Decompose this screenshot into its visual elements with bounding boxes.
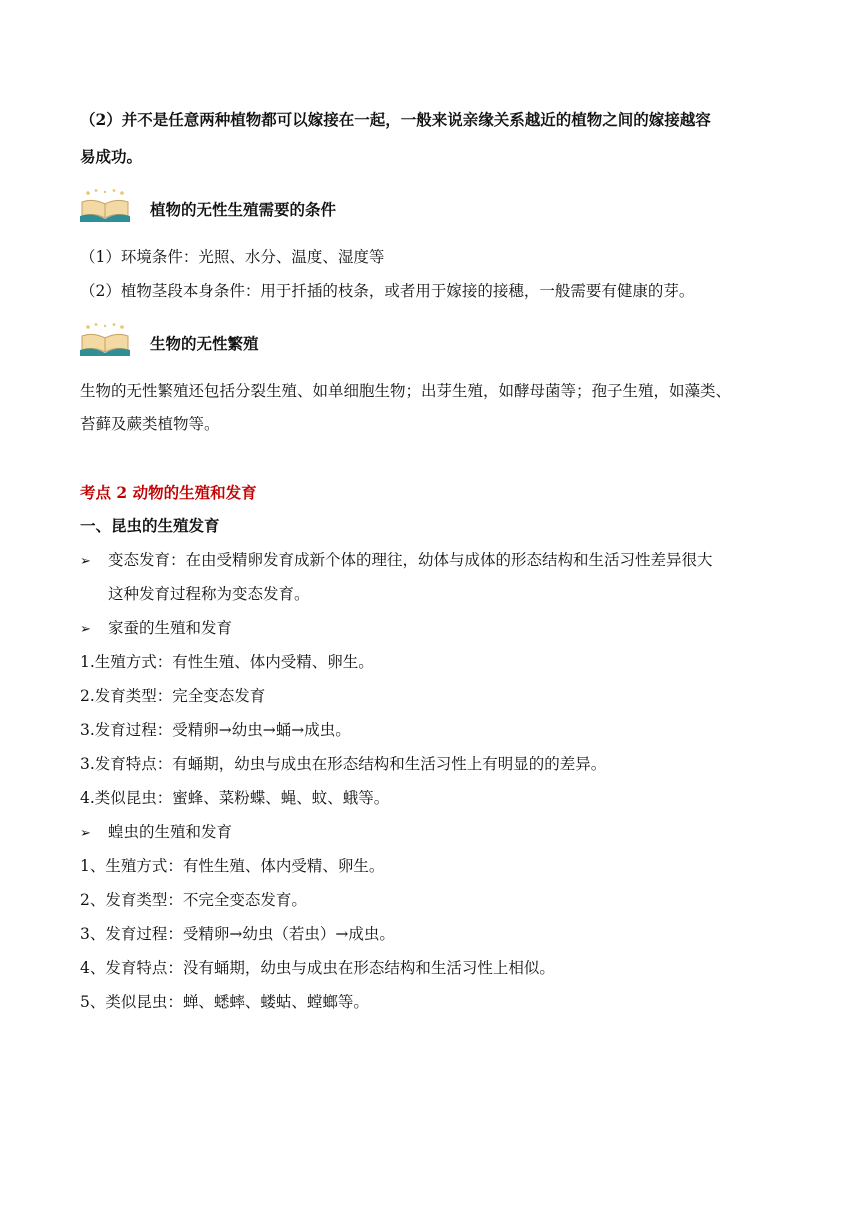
arrow-bullet-icon: ➢ — [80, 622, 91, 637]
metamorphosis-line2: 这种发育过程称为变态发育。 — [108, 585, 310, 603]
open-book-icon — [80, 188, 130, 224]
silkworm-item: 4.类似昆虫：蜜蜂、菜粉蝶、蝇、蚊、蛾等。 — [80, 789, 390, 807]
topic2-heading: 考点 2 动物的生殖和发育 — [80, 483, 257, 502]
asexual-line1: 生物的无性繁殖还包括分裂生殖、如单细胞生物；出芽生殖，如酵母菌等；孢子生殖，如藻类、 — [80, 382, 732, 400]
locust-item: 5、类似昆虫：蝉、蟋蟀、蝼蛄、螳螂等。 — [80, 993, 369, 1011]
conditions-item-1: （1）环境条件：光照、水分、温度、湿度等 — [80, 248, 385, 266]
locust-item: 4、发育特点：没有蛹期，幼虫与成虫在形态结构和生活习性上相似。 — [80, 959, 555, 977]
asexual-title: 生物的无性繁殖 — [150, 334, 259, 353]
silkworm-item: 3.发育过程：受精卵→幼虫→蛹→成虫。 — [80, 721, 351, 739]
arrow-bullet-icon: ➢ — [80, 826, 91, 841]
insect-subheading: 一、昆虫的生殖发育 — [80, 516, 220, 535]
conditions-item-2: （2）植物茎段本身条件：用于扦插的枝条，或者用于嫁接的接穗，一般需要有健康的芽。 — [80, 282, 695, 300]
metamorphosis-line1: 变态发育：在由受精卵发育成新个体的理往，幼体与成体的形态结构和生活习性差异很大 — [108, 551, 713, 569]
locust-item: 3、发育过程：受精卵→幼虫（若虫）→成虫。 — [80, 925, 395, 943]
silkworm-item: 3.发育特点：有蛹期，幼虫与成虫在形态结构和生活习性上有明显的的差异。 — [80, 755, 607, 773]
locust-title: 蝗虫的生殖和发育 — [108, 823, 233, 841]
graft-note-line1: （2）并不是任意两种植物都可以嫁接在一起，一般来说亲缘关系越近的植物之间的嫁接越容 — [80, 110, 711, 129]
locust-bullet — [80, 822, 232, 844]
open-book-icon — [80, 322, 130, 358]
silkworm-bullet — [80, 618, 232, 640]
asexual-header — [80, 318, 259, 358]
arrow-bullet-icon: ➢ — [80, 554, 91, 569]
asexual-line2: 苔藓及蕨类植物等。 — [80, 415, 220, 433]
conditions-header — [80, 184, 336, 224]
silkworm-title: 家蚕的生殖和发育 — [108, 619, 233, 637]
silkworm-item: 1.生殖方式：有性生殖、体内受精、卵生。 — [80, 653, 374, 671]
conditions-title: 植物的无性生殖需要的条件 — [150, 200, 337, 219]
locust-item: 1、生殖方式：有性生殖、体内受精、卵生。 — [80, 857, 385, 875]
silkworm-item: 2.发育类型：完全变态发育 — [80, 687, 266, 705]
graft-note-line2: 易成功。 — [80, 147, 143, 166]
metamorphosis-bullet — [80, 550, 713, 572]
locust-item: 2、发育类型：不完全变态发育。 — [80, 891, 307, 909]
